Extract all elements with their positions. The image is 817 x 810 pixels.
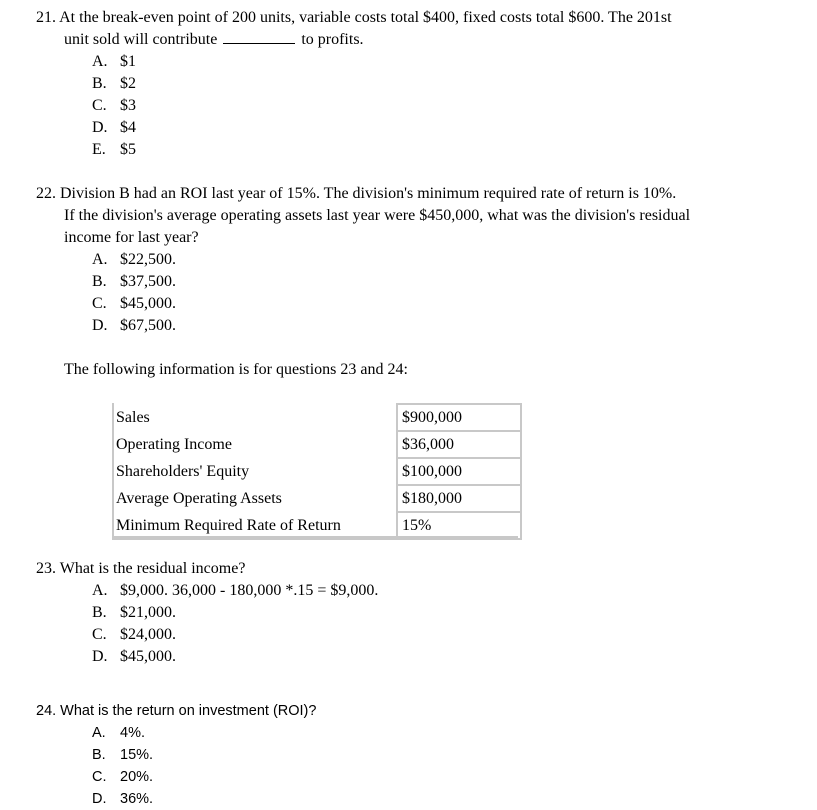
choice-b[interactable] (36, 271, 811, 293)
question-23 (36, 558, 811, 668)
choice-letter: A. (92, 251, 108, 268)
choice-e[interactable] (36, 139, 811, 161)
choice-letter: C. (92, 626, 107, 643)
choice-letter: D. (92, 648, 108, 665)
choice-d[interactable] (36, 117, 811, 139)
choice-text: $22,500. (120, 251, 176, 268)
question-21-choices (36, 51, 811, 161)
choice-text: $24,000. (120, 626, 176, 643)
choice-letter: D. (92, 119, 108, 136)
choice-a[interactable] (36, 51, 811, 73)
answer-blank (223, 31, 295, 44)
table-value-cell: 15% (397, 512, 521, 539)
choice-b[interactable] (36, 73, 811, 95)
question-22 (36, 183, 811, 337)
question-24 (36, 700, 811, 810)
choice-text: $2 (120, 75, 136, 92)
info-intro-text: The following information is for questions 23 and 24: (64, 361, 408, 378)
choice-b[interactable] (36, 744, 811, 766)
choice-letter: A. (92, 725, 106, 741)
choice-d[interactable] (36, 315, 811, 337)
table-row (112, 458, 521, 485)
choice-text: $45,000. (120, 295, 176, 312)
table-value-cell: $36,000 (397, 431, 521, 458)
choice-b[interactable] (36, 602, 811, 624)
choice-c[interactable] (36, 293, 811, 315)
table-row (112, 485, 521, 512)
choice-d[interactable] (36, 788, 811, 810)
choice-text: $37,500. (120, 273, 176, 290)
choice-a[interactable] (36, 249, 811, 271)
question-21-text-line-1: 21. At the break-even point of 200 units, variable costs total $400, fixed costs total $600. The 201st (36, 9, 672, 26)
question-22-choices (36, 249, 811, 337)
table-row (112, 512, 521, 539)
choice-letter: B. (92, 747, 106, 763)
choice-text: 15%. (120, 747, 154, 763)
choice-c[interactable] (36, 766, 811, 788)
question-24-text-line-1: 24. What is the return on investment (ROI)? (36, 703, 317, 719)
choice-letter: C. (92, 769, 107, 785)
choice-a[interactable] (36, 580, 811, 602)
question-21-text-after-blank: to profits. (301, 31, 364, 48)
choice-letter: D. (92, 791, 107, 807)
question-22-text-line-3: income for last year? (64, 229, 199, 246)
question-23-choices (36, 580, 811, 668)
choice-text: 20%. (120, 769, 154, 785)
table-value-cell: $100,000 (397, 458, 521, 485)
choice-c[interactable] (36, 624, 811, 646)
choice-letter: A. (92, 53, 108, 70)
choice-letter: B. (92, 273, 107, 290)
table-label-cell: Operating Income (116, 436, 232, 453)
choice-d[interactable] (36, 646, 811, 668)
question-21-text-line-2 (36, 29, 811, 51)
table-label-cell: Sales (116, 409, 150, 426)
choice-letter: C. (92, 295, 107, 312)
choice-letter: D. (92, 317, 108, 334)
question-21 (36, 7, 811, 161)
table-label-cell: Shareholders' Equity (116, 463, 250, 480)
table-row (112, 431, 521, 458)
question-23-text-line-1: 23. What is the residual income? (36, 560, 246, 577)
choice-text: 4%. (120, 725, 145, 741)
choice-letter: B. (92, 604, 107, 621)
choice-text: $4 (120, 119, 136, 136)
choice-text: $1 (120, 53, 136, 70)
question-24-choices (36, 722, 811, 810)
choice-a[interactable] (36, 722, 811, 744)
table-value-cell: $900,000 (397, 404, 521, 431)
table-row (112, 404, 521, 431)
choice-text: $3 (120, 97, 136, 114)
choice-text: $9,000. 36,000 - 180,000 *.15 = $9,000. (120, 582, 379, 599)
info-table (112, 403, 522, 540)
choice-letter: C. (92, 97, 107, 114)
choice-text: 36%. (120, 791, 154, 807)
choice-letter: B. (92, 75, 107, 92)
table-label-cell: Minimum Required Rate of Return (112, 512, 397, 539)
table-value-cell: $180,000 (397, 485, 521, 512)
choice-letter: A. (92, 582, 108, 599)
question-22-text-line-1: 22. Division B had an ROI last year of 15%. The division's minimum required rate of return is 10%. (36, 185, 677, 202)
choice-text: $45,000. (120, 648, 176, 665)
choice-c[interactable] (36, 95, 811, 117)
question-21-text-before-blank: unit sold will contribute (64, 31, 218, 48)
question-22-text-line-2: If the division's average operating assets last year were $450,000, what was the division's residual (64, 207, 691, 224)
choice-text: $5 (120, 141, 136, 158)
choice-text: $21,000. (120, 604, 176, 621)
choice-letter: E. (92, 141, 106, 158)
choice-text: $67,500. (120, 317, 176, 334)
table-label-cell: Average Operating Assets (116, 490, 282, 507)
